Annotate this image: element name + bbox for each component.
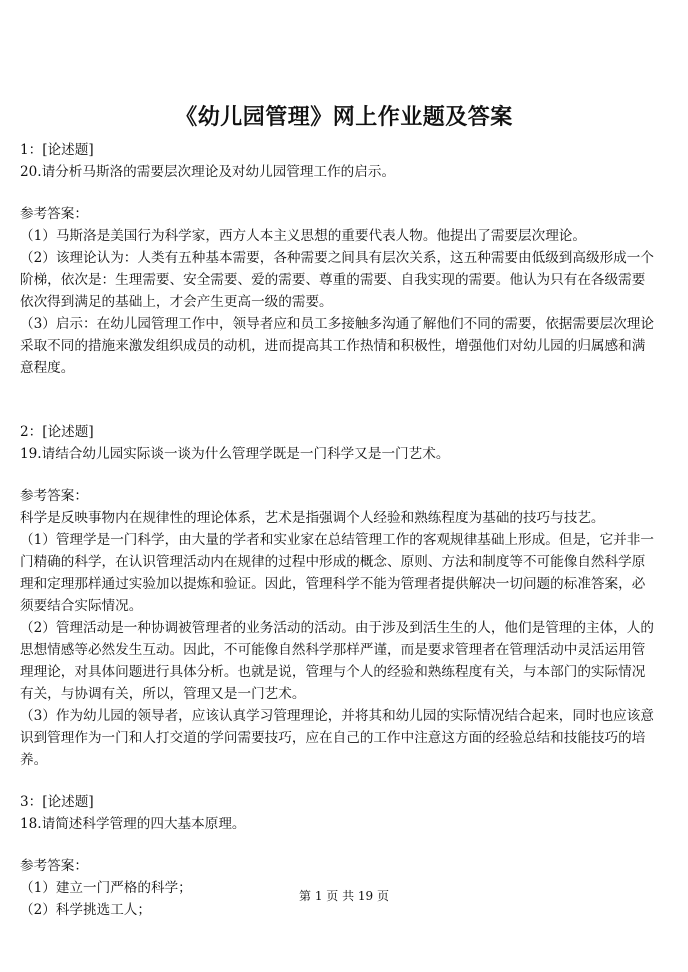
answer-line: 门精确的科学，在认识管理活动内在规律的过程中形成的概念、原则、方法和制度等不可能像自然科学原 (20, 554, 646, 570)
answer-line: 理和定理那样通过实验加以提炼和验证。因此，管理科学不能为管理者提供解决一切问题的标准答案，必 (20, 576, 646, 592)
answer-line: 识到管理作为一门和人打交道的学问需要技巧，应在自己的工作中注意这方面的经验总结和技能技巧的培 (20, 730, 646, 746)
answer-line: （2）科学挑选工人； (20, 902, 151, 918)
answer-line: （1）建立一门严格的科学； (20, 880, 192, 896)
question-1 (20, 139, 672, 379)
answer-line: （2）管理活动是一种协调被管理者的业务活动的活动。由于涉及到活生生的人，他们是管理的主体，人的 (20, 620, 654, 636)
answer-line: （1）管理学是一门科学，由大量的学者和实业家在总结管理工作的客观规律基础上形成。但是，它并非一 (20, 532, 654, 548)
answer-line: 阶梯，依次是：生理需要、安全需要、爱的需要、尊重的需要、自我实现的需要。他认为只有在各级需要 (20, 272, 646, 288)
answer-line: 依次得到满足的基础上，才会产生更高一级的需要。 (20, 294, 333, 310)
answer-line: 科学是反映事物内在规律性的理论体系，艺术是指强调个人经验和熟练程度为基础的技巧与技艺。 (20, 510, 605, 526)
page-footer: 第 1 页 共 19 页 (299, 889, 389, 903)
answer-label: 参考答案： (20, 488, 88, 504)
answer-line: （2）该理论认为：人类有五种基本需要，各种需要之间具有层次关系，这五种需要由低级到高级形成一个 (20, 250, 654, 266)
answer-line: 有关，与协调有关，所以，管理又是一门艺术。 (20, 686, 306, 702)
answer-line: （1）马斯洛是美国行为科学家，西方人本主义思想的重要代表人物。他提出了需要层次理论。 (20, 228, 586, 244)
question-prompt: 19.请结合幼儿园实际谈一谈为什么管理学既是一门科学又是一门艺术。 (20, 446, 450, 462)
answer-line: 采取不同的措施来激发组织成员的动机，进而提高其工作热情和积极性，增强他们对幼儿园的归属感和满 (20, 338, 646, 354)
question-header: 3：[论述题] (20, 794, 94, 810)
answer-line: 理理论，对具体问题进行具体分析。也就是说，管理与个人的经验和熟练程度有关，与本部门的实际情况 (20, 664, 646, 680)
answer-label: 参考答案： (20, 206, 88, 222)
answer-line: 养。 (20, 752, 48, 768)
answer-label: 参考答案： (20, 858, 88, 874)
question-prompt: 20.请分析马斯洛的需要层次理论及对幼儿园管理工作的启示。 (20, 164, 396, 180)
answer-line: （3）作为幼儿园的领导者，应该认真学习管理理论，并将其和幼儿园的实际情况结合起来，同时也应该意 (20, 708, 654, 724)
question-header: 2：[论述题] (20, 424, 94, 440)
document-title: 《幼儿园管理》网上作业题及答案 (175, 104, 513, 130)
document-body (20, 139, 672, 921)
answer-line: 思想情感等必然发生互动。因此，不可能像自然科学那样严谨，而是要求管理者在管理活动中灵活运用管 (20, 642, 646, 658)
answer-line: （3）启示：在幼儿园管理工作中，领导者应和员工多接触多沟通了解他们不同的需要，依据需要层次理论 (20, 316, 654, 332)
question-prompt: 18.请简述科学管理的四大基本原理。 (20, 816, 246, 832)
answer-line: 意程度。 (20, 360, 75, 376)
question-header: 1：[论述题] (20, 142, 94, 158)
answer-line: 须要结合实际情况。 (20, 598, 143, 614)
question-2 (20, 421, 672, 771)
